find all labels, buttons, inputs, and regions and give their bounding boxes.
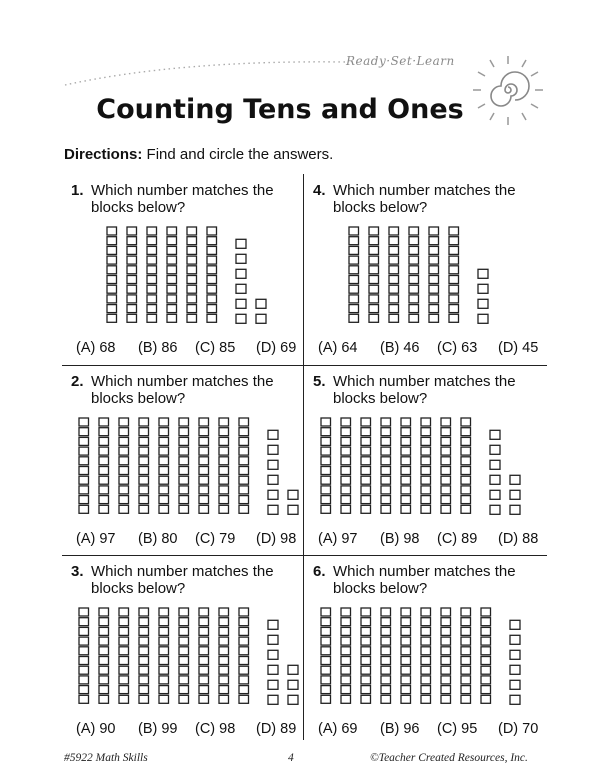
- one-unit: [268, 635, 278, 644]
- ten-rod: [119, 418, 129, 513]
- one-unit: [510, 665, 520, 674]
- ten-rod: [369, 227, 379, 322]
- one-unit: [288, 505, 298, 514]
- ten-rod: [199, 608, 209, 703]
- question-3: [66, 553, 296, 743]
- one-unit: [490, 490, 500, 499]
- answer-choice-c[interactable]: (C) 89: [437, 531, 478, 547]
- ten-rod: [461, 608, 471, 703]
- answer-choice-a[interactable]: (A) 68: [76, 340, 116, 356]
- ten-rod: [239, 418, 249, 513]
- question-number: 4.: [313, 182, 326, 199]
- one-unit: [478, 284, 488, 293]
- ten-rod: [349, 227, 359, 322]
- footer-left: #5922 Math Skills: [64, 752, 148, 764]
- question-prompt: [71, 373, 291, 407]
- ten-rod: [159, 608, 169, 703]
- one-unit: [268, 695, 278, 704]
- one-unit: [236, 299, 246, 308]
- answer-choice-a[interactable]: (A) 64: [318, 340, 358, 356]
- one-unit: [256, 314, 266, 323]
- one-unit: [510, 505, 520, 514]
- ten-rod: [187, 227, 197, 322]
- one-unit: [236, 269, 246, 278]
- brand-logo-text: Ready·Set·Learn: [346, 54, 455, 68]
- ten-rod: [441, 608, 451, 703]
- ten-rod: [199, 418, 209, 513]
- base-ten-blocks: [320, 417, 550, 527]
- one-unit: [268, 680, 278, 689]
- ten-rod: [127, 227, 137, 322]
- question-6: [308, 553, 538, 743]
- base-ten-blocks: [320, 607, 570, 717]
- base-ten-blocks: [78, 607, 328, 717]
- question-prompt: [313, 182, 533, 216]
- ten-rod: [139, 608, 149, 703]
- answer-choice-b[interactable]: (B) 46: [380, 340, 420, 356]
- ten-rod: [179, 418, 189, 513]
- ten-rod: [361, 608, 371, 703]
- question-number: 3.: [71, 563, 84, 580]
- one-unit: [510, 490, 520, 499]
- ten-rod: [99, 418, 109, 513]
- answer-choice-a[interactable]: (A) 97: [318, 531, 358, 547]
- ten-rod: [159, 418, 169, 513]
- one-unit: [288, 665, 298, 674]
- one-unit: [478, 314, 488, 323]
- ten-rod: [341, 418, 351, 513]
- one-unit: [268, 505, 278, 514]
- ten-rod: [449, 227, 459, 322]
- ten-rod: [239, 608, 249, 703]
- one-unit: [268, 620, 278, 629]
- one-unit: [288, 695, 298, 704]
- question-number: 2.: [71, 373, 84, 390]
- answer-choice-b[interactable]: (B) 96: [380, 721, 420, 737]
- one-unit: [510, 680, 520, 689]
- one-unit: [268, 475, 278, 484]
- footer-right: ©Teacher Created Resources, Inc.: [370, 752, 528, 764]
- ten-rod: [139, 418, 149, 513]
- answer-choice-c[interactable]: (C) 63: [437, 340, 478, 356]
- question-number: 5.: [313, 373, 326, 390]
- answer-choice-b[interactable]: (B) 98: [380, 531, 420, 547]
- ten-rod: [341, 608, 351, 703]
- answer-choice-d[interactable]: (D) 89: [256, 721, 297, 737]
- directions-label: Directions:: [64, 146, 143, 163]
- question-text: Which number matches the blocks below?: [333, 563, 516, 597]
- ten-rod: [381, 608, 391, 703]
- ten-rod: [381, 418, 391, 513]
- ten-rod: [79, 418, 89, 513]
- one-unit: [510, 475, 520, 484]
- ten-rod: [79, 608, 89, 703]
- one-unit: [510, 635, 520, 644]
- ten-rod: [167, 227, 177, 322]
- one-unit: [478, 299, 488, 308]
- ten-rod: [401, 608, 411, 703]
- ten-rod: [179, 608, 189, 703]
- answer-choice-d[interactable]: (D) 88: [498, 531, 539, 547]
- base-ten-blocks: [78, 417, 328, 527]
- question-text: Which number matches the blocks below?: [333, 373, 516, 407]
- one-unit: [490, 475, 500, 484]
- answer-choice-d[interactable]: (D) 69: [256, 340, 297, 356]
- ten-rod: [321, 608, 331, 703]
- one-unit: [510, 620, 520, 629]
- answer-choice-c[interactable]: (C) 98: [195, 721, 236, 737]
- answer-choice-b[interactable]: (B) 99: [138, 721, 178, 737]
- one-unit: [236, 314, 246, 323]
- ten-rod: [207, 227, 217, 322]
- one-unit: [490, 445, 500, 454]
- one-unit: [288, 680, 298, 689]
- ten-rod: [99, 608, 109, 703]
- question-1: [66, 172, 296, 362]
- answer-choice-a[interactable]: (A) 69: [318, 721, 358, 737]
- answer-choice-c[interactable]: (C) 85: [195, 340, 236, 356]
- answer-choice-d[interactable]: (D) 70: [498, 721, 539, 737]
- answer-choice-a[interactable]: (A) 97: [76, 531, 116, 547]
- one-unit: [490, 505, 500, 514]
- ten-rod: [219, 608, 229, 703]
- one-unit: [490, 430, 500, 439]
- ten-rod: [107, 227, 117, 322]
- ten-rod: [409, 227, 419, 322]
- base-ten-blocks: [106, 226, 296, 336]
- question-prompt: [313, 563, 533, 597]
- one-unit: [510, 695, 520, 704]
- ten-rod: [147, 227, 157, 322]
- answer-choice-d[interactable]: (D) 45: [498, 340, 539, 356]
- question-prompt: [313, 373, 533, 407]
- ten-rod: [321, 418, 331, 513]
- question-prompt: [71, 563, 291, 597]
- ten-rod: [421, 418, 431, 513]
- question-number: 1.: [71, 182, 84, 199]
- question-number: 6.: [313, 563, 326, 580]
- question-text: Which number matches the blocks below?: [91, 182, 274, 216]
- one-unit: [288, 490, 298, 499]
- ten-rod: [401, 418, 411, 513]
- one-unit: [236, 239, 246, 248]
- one-unit: [268, 650, 278, 659]
- one-unit: [236, 284, 246, 293]
- one-unit: [256, 299, 266, 308]
- dotted-swoosh: [60, 40, 350, 90]
- question-2: [66, 363, 296, 553]
- ten-rod: [421, 608, 431, 703]
- question-text: Which number matches the blocks below?: [91, 373, 274, 407]
- directions: [64, 146, 333, 163]
- one-unit: [478, 269, 488, 278]
- ten-rod: [219, 418, 229, 513]
- question-5: [308, 363, 538, 553]
- answer-choice-a[interactable]: (A) 90: [76, 721, 116, 737]
- one-unit: [268, 460, 278, 469]
- base-ten-blocks: [348, 226, 538, 336]
- question-text: Which number matches the blocks below?: [333, 182, 516, 216]
- one-unit: [268, 430, 278, 439]
- ten-rod: [441, 418, 451, 513]
- ten-rod: [361, 418, 371, 513]
- ten-rod: [429, 227, 439, 322]
- question-text: Which number matches the blocks below?: [91, 563, 274, 597]
- one-unit: [510, 650, 520, 659]
- page-title: Counting Tens and Ones: [96, 94, 464, 125]
- one-unit: [268, 665, 278, 674]
- one-unit: [490, 460, 500, 469]
- ten-rod: [481, 608, 491, 703]
- answer-choice-c[interactable]: (C) 79: [195, 531, 236, 547]
- answer-choice-d[interactable]: (D) 98: [256, 531, 297, 547]
- ten-rod: [389, 227, 399, 322]
- ten-rod: [461, 418, 471, 513]
- answer-choice-c[interactable]: (C) 95: [437, 721, 478, 737]
- question-4: [308, 172, 538, 362]
- answer-choice-b[interactable]: (B) 86: [138, 340, 178, 356]
- ten-rod: [119, 608, 129, 703]
- directions-text: Find and circle the answers.: [146, 146, 334, 163]
- answer-choice-b[interactable]: (B) 80: [138, 531, 178, 547]
- one-unit: [268, 445, 278, 454]
- one-unit: [236, 254, 246, 263]
- one-unit: [268, 490, 278, 499]
- footer-page-number: 4: [288, 752, 294, 764]
- question-prompt: [71, 182, 291, 216]
